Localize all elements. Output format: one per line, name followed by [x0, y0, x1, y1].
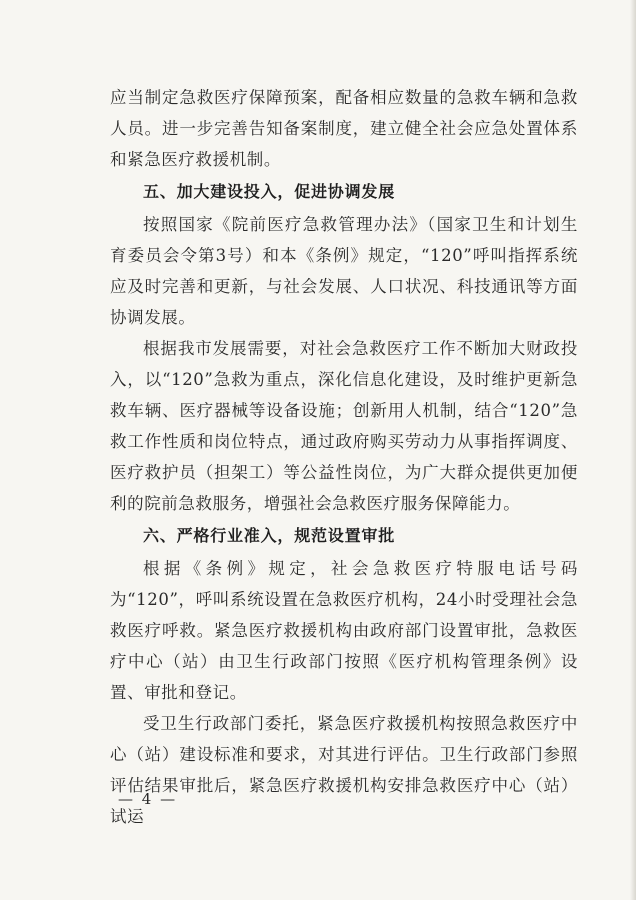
paragraph-2: 按照国家《院前医疗急救管理办法》（国家卫生和计划生育委员会令第3号）和本《条例》规定，“120”呼叫指挥系统应及时完善和更新，与社会发展、人口状况、科技通讯等方面协调发展。 [110, 215, 578, 327]
paragraph-3: 根据我市发展需要，对社会急救医疗工作不断加大财政投入，以“120”急救为重点，深化信息化建设，及时维护更新急救车辆、医疗器械等设备设施；创新用人机制，结合“120”急救工作性质和岗位特点，通过政府购买劳动力从事指挥调度、医疗救护员（担架工）等公益性岗位，为广大群众提供更加便利的院前急救服务，增强社会急救医疗服务保障能力。 [110, 339, 578, 513]
section-heading-6: 六、严格行业准入，规范设置审批 [143, 526, 396, 545]
paragraph-1: 应当制定急救医疗保障预案，配备相应数量的急救车辆和急救人员。进一步完善告知备案制度，建立健全社会应急处置体系和紧急医疗救援机制。 [110, 88, 578, 169]
paragraph-5: 受卫生行政部门委托，紧急医疗救援机构按照急救医疗中心（站）建设标准和要求，对其进行评估。卫生行政部门参照评估结果审批后，紧急医疗救援机构安排急救医疗中心（站）试运 [110, 714, 578, 826]
section-heading-5: 五、加大建设投入，促进协调发展 [143, 182, 396, 201]
paragraph-4: 根据《条例》规定，社会急救医疗特服电话号码为“120”，呼叫系统设置在急救医疗机构，24小时受理社会急救医疗呼救。紧急医疗救援机构由政府部门设置审批，急救医疗中心（站）由卫生行政部门按照《医疗机构管理条例》设置、审批和登记。 [110, 559, 578, 702]
page-number: — 4 — [118, 790, 178, 808]
document-body [110, 82, 578, 832]
page-edge-shadow [630, 0, 636, 900]
